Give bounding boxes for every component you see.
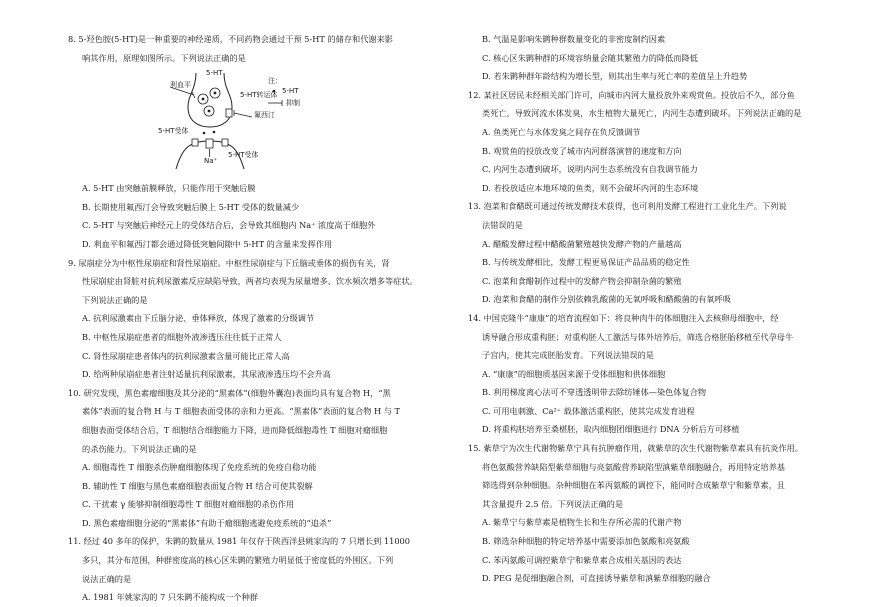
q9-option-b: B. 中枢性尿崩症患者的细胞外液渗透压往往低于正常人 (82, 331, 282, 342)
q10-stem-line-2: 素体”表面的复合物 H 与 T 细胞表面受体的亲和力更高。“黑素体”表面的复合物 H 与 T (82, 406, 400, 417)
question-13 (468, 197, 820, 309)
q10-option-c: C. 干扰素 γ 能够抑制细胞毒性 T 细胞对瘤细胞的杀伤作用 (82, 499, 295, 510)
q9-stem-line-2: 性尿崩症由肾脏对抗利尿激素反应缺陷导致，两者均表现为尿量增多、饮水频次增多等症状。 (82, 276, 418, 287)
q9-option-d: D. 给两种尿崩症患者注射适量抗利尿激素，其尿液渗透压均不会升高 (82, 369, 331, 380)
q8-stem-line-1: 8. 5-羟色胺(5-HT)是一种重要的神经递质，不同药物会通过干预 5-HT 的储存和代谢来影 (68, 34, 393, 44)
q11-stem-line-2: 多只，其分布范围，种群密度高的核心区朱鹮的繁殖力明显低于密度低的外围区。下列 (82, 555, 394, 566)
q11-stem-line-3: 说法正确的是 (82, 573, 132, 584)
label-fluoxetine: 氟西汀 (254, 111, 275, 120)
q11-stem-line-1: 11. 经过 40 多年的保护，朱鹮的数量从 1981 年仅存于陕西洋县姚家沟的 7 只增长到 11000 (68, 536, 410, 547)
question-8 (68, 30, 420, 254)
legend-5ht: 5-HT (282, 87, 299, 96)
q14-stem-line-3: 子宫内，使其完成胚胎发育。下列说法错误的是 (482, 350, 654, 361)
legend-title: 注： (268, 77, 282, 86)
question-12 (468, 86, 820, 198)
q10-option-d: D. 黑色素瘤细胞分泌的“黑素体”有助于瘤细胞逃避免疫系统的“追杀” (82, 517, 332, 528)
q12-stem-line-1: 12. 某社区居民未经相关部门许可，向城市内河大量投放外来观赏鱼。投放后不久，部分鱼 (468, 89, 795, 100)
5ht-dot (202, 98, 205, 101)
label-receptor-right: 5-HT受体 (228, 151, 259, 160)
q13-option-c: C. 泡菜和食醋制作过程中的发酵产物会抑制杂菌的繁殖 (482, 275, 682, 286)
q13-stem-line-2: 法错误的是 (482, 219, 523, 230)
q8-option-b: B. 长期使用氟西汀会导致突触后膜上 5-HT 受体的数量减少 (82, 201, 300, 212)
question-10 (68, 384, 420, 533)
question-11 (68, 532, 420, 606)
label-5ht-top: 5-HT (206, 69, 223, 78)
inhibit-line-fluoxetine (234, 113, 252, 117)
q15-stem-line-4: 其含量提升 2.5 倍。下列说法正确的是 (482, 498, 624, 509)
q10-stem-line-1: 10. 研究发现，黑色素瘤细胞及其分泌的“黑素体”(细胞外囊泡)表面均具有复合物 H，“黑 (68, 387, 391, 398)
q13-option-b: B. 与传统发酵相比，发酵工程更易保证产品品质的稳定性 (482, 257, 690, 268)
q10-option-a: A. 细胞毒性 T 细胞杀伤肿瘤细胞体现了免疫系统的免疫自稳功能 (82, 462, 317, 473)
q15-stem-line-1: 15. 紫草宁为次生代谢物紫草宁具有抗肿瘤作用，就紫草的次生代谢物紫草素具有抗炎作用。 (468, 443, 803, 454)
q10-stem-line-4: 的杀伤能力。下列说法正确的是 (82, 443, 197, 454)
q12-option-a: A. 鱼类死亡与水体发臭之间存在负反馈调节 (482, 126, 641, 137)
q9-option-c: C. 肾性尿崩症患者体内的抗利尿激素含量可能比正常人高 (82, 350, 290, 361)
legend-inhibit: 抑制 (286, 99, 300, 108)
q13-option-a: A. 醋酸发酵过程中醋酸菌繁殖越快发酵产物的产量越高 (482, 238, 682, 249)
label-na: Na⁺ (204, 157, 218, 166)
5ht-transporter (226, 109, 232, 117)
q15-option-c: C. 苯丙氨酸可调控紫草宁和紫草素合成相关基因的表达 (482, 554, 682, 565)
presynaptic-membrane (188, 73, 232, 127)
q11-option-c: C. 核心区朱鹮种群的环境容纳量会随其繁殖力的降低而降低 (482, 52, 698, 63)
q8-stem-line-2: 响其作用，原理如图所示。下列说法正确的是 (82, 52, 246, 63)
q14-stem-line-2: 诱导融合形成重构胚；对重构胚人工激活与体外培养后，筛选合格胚胎移植至代孕母牛 (482, 331, 794, 342)
q11-option-d: D. 若朱鹮种群年龄结构为增长型，则其出生率与死亡率的差值呈上升趋势 (482, 71, 748, 82)
q10-option-b: B. 辅助性 T 细胞与黑色素瘤细胞表面复合物 H 结合可使其裂解 (82, 480, 313, 491)
q8-option-a: A. 5-HT 由突触前膜释放，只能作用于突触后膜 (82, 183, 256, 194)
q15-option-b: B. 筛选杂种细胞的特定培养基中需要添加色氨酸和亮氨酸 (482, 536, 690, 547)
q14-stem-line-1: 14. 中国克隆牛“康康”的培育流程如下：将良种肉牛的体细胞注入去核卵母细胞中，经 (468, 312, 779, 323)
q14-option-d: D. 将重构胚培养至桑椹胚，取内细胞团细胞进行 DNA 分析后方可移植 (482, 424, 740, 435)
q11-option-a: A. 1981 年姚家沟的 7 只朱鹮不能构成一个种群 (82, 592, 258, 603)
question-15 (468, 439, 820, 588)
q14-option-c: C. 可用电刺激、Ca²⁺ 载体激活重构胚，使其完成发育进程 (482, 405, 695, 416)
synapse-diagram (68, 69, 420, 179)
q14-option-b: B. 利用梯度离心法可不穿透透明带去除纺锤体—染色体复合物 (482, 387, 707, 398)
q10-stem-line-3: 细胞表面受体结合后，T 细胞结合细胞能力下降，进而降低细胞毒性 T 细胞对瘤细胞 (82, 424, 388, 435)
q12-option-d: D. 若投放适应本地环境的鱼类，则不会破坏内河的生态环境 (482, 182, 699, 193)
q8-option-d: D. 利血平和氟西汀都会通过降低突触间隙中 5-HT 的含量来发挥作用 (82, 238, 333, 249)
q15-option-d: D. PEG 是促细胞融合剂，可直接诱导紫草和滇紫草细胞的融合 (482, 573, 711, 584)
5ht-dot (213, 131, 216, 134)
5ht-dot (208, 110, 211, 113)
q12-option-c: C. 内河生态遭到破坏，说明内河生态系统没有自我调节能力 (482, 164, 698, 175)
5ht-dot (203, 132, 206, 135)
q13-option-d: D. 泡菜和食醋的制作分别依赖乳酸菌的无氧呼吸和醋酸菌的有氧呼吸 (482, 294, 731, 305)
q9-stem-line-1: 9. 尿崩症分为中枢性尿崩症和肾性尿崩症。中枢性尿崩症与下丘脑或垂体的损伤有关，肾 (68, 257, 390, 268)
question-14 (468, 309, 820, 439)
left-column (68, 30, 420, 607)
q15-stem-line-3: 筛选得到杂种细胞。杂种细胞在苯丙氨酸的调控下，能同时合成紫草宁和紫草素，且 (482, 480, 785, 491)
right-column (468, 30, 820, 588)
q12-option-b: B. 观赏鱼的投放改变了城市内河群落演替的速度和方向 (482, 145, 682, 156)
receptor-left (192, 139, 198, 146)
q11-option-b: B. 气温是影响朱鹮种群数量变化的非密度制约因素 (482, 34, 666, 44)
q9-option-a: A. 抗利尿激素由下丘脑分泌、垂体释放，体现了激素的分级调节 (82, 313, 315, 324)
question-9 (68, 254, 420, 384)
q8-option-c: C. 5-HT 与突触后神经元上的受体结合后，会导致其细胞内 Na⁺ 浓度高于细胞外 (82, 220, 376, 231)
q15-stem-line-2: 将色氨酸营养缺陷型紫草细胞与亮氨酸营养缺陷型滇紫草细胞融合，再用特定培养基 (482, 461, 785, 472)
5ht-dot (214, 92, 217, 95)
label-receptor-left: 5-HT受体 (158, 127, 189, 136)
receptor-right (222, 139, 228, 146)
inhibit-bar (192, 92, 195, 98)
na-channel (206, 139, 213, 148)
q13-stem-line-1: 13. 泡菜和食醋既可通过传统发酵技术获得，也可利用发酵工程进行工业化生产。下列说 (468, 201, 787, 212)
q14-option-a: A. “康康”的细胞质基因来源于受体细胞和供体细胞 (482, 368, 666, 379)
label-transporter: 5-HT转运体 (240, 91, 278, 100)
q12-stem-line-2: 类死亡，导致河流水体发臭，水生植物大量死亡，内河生态遭到破坏。下列说法正确的是 (482, 108, 802, 119)
q9-stem-line-3: 下列说法正确的是 (82, 294, 148, 305)
label-reserpine: 利血平 (170, 81, 191, 90)
q15-option-a: A. 紫草宁与紫草素是植物生长和生存所必需的代谢产物 (482, 517, 682, 528)
